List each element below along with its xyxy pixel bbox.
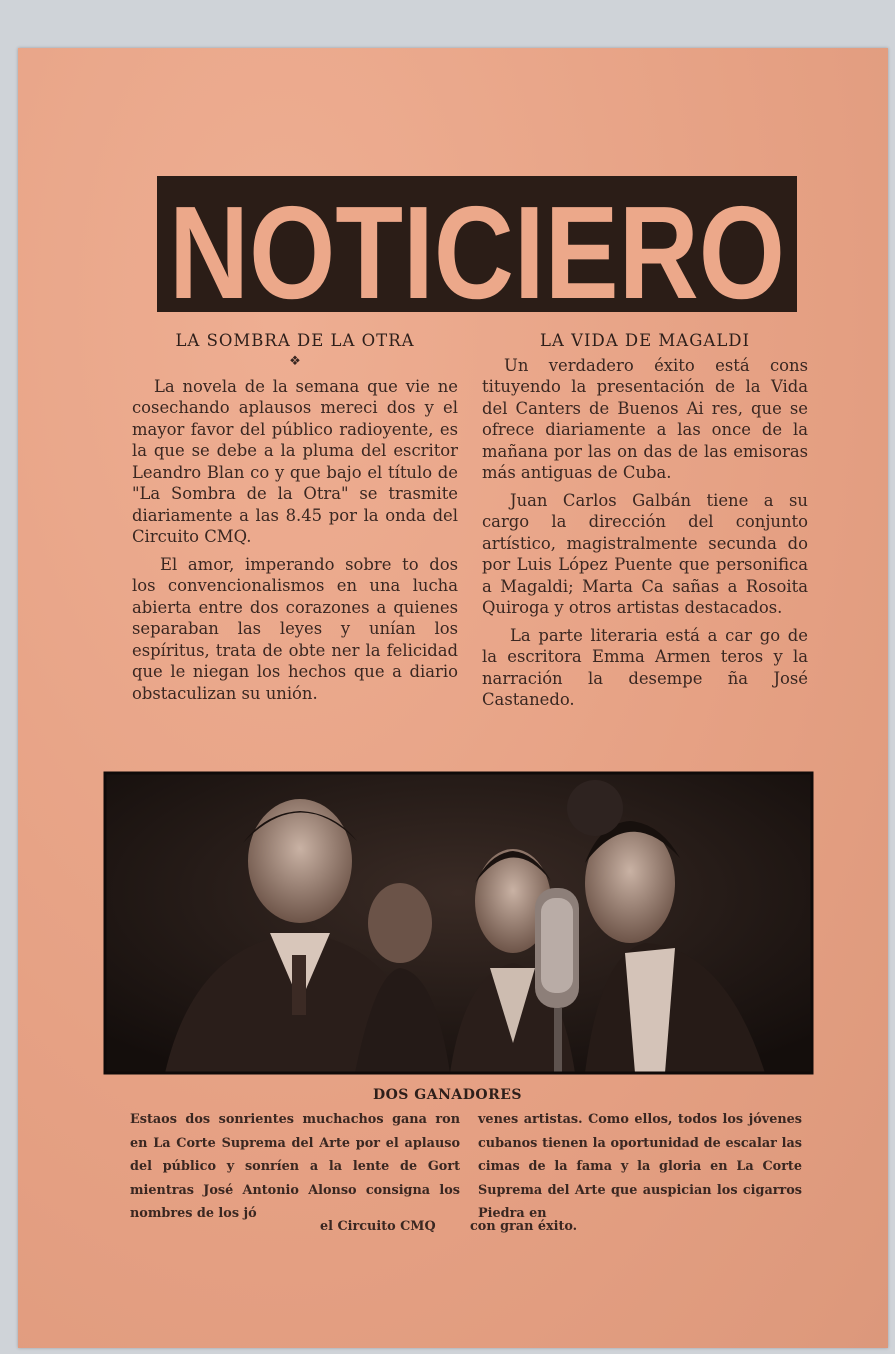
article-paragraph: El amor, imperando sobre to dos los convencionalismos en una lucha abierta entre dos corazones a quienes separaban las leyes y unían los espíritus, trata de obte ner la felicidad que le niegan los hechos que a diario obstaculizan su unión. [132,554,458,703]
ornament-icon: ❖ [289,353,301,369]
caption-title: DOS GANADORES [372,1087,523,1103]
article-paragraph: La novela de la semana que vie ne cosechando aplausos mereci dos y el mayor favor del público radioyente, es la que se debe a la pluma del escritor Leandro Blan co y que bajo el título de "La Sombra de la Otra" se trasmite diariamente a las 8.45 por la onda del Circuito CMQ. [132,376,458,546]
caption-right: venes artistas. Como ellos, todos los jóvenes cubanos tienen la oportunidad de escalar las cimas de la fama y la gloria en La Corte Suprema del Arte que auspician los cigarros Piedra en [478,1112,802,1221]
caption-left-end: el Circuito CMQ [320,1219,436,1234]
masthead-lettering [157,176,797,326]
photo-illustration [105,773,812,1073]
article-heading: LA VIDA DE MAGALDI [539,331,751,350]
article-paragraph: La parte literaria está a car go de la escritora Emma Armen teros y la narración la desempe ña José Castanedo. [482,625,808,709]
masthead-title: NOTICIERO [169,179,785,326]
article-paragraph: Juan Carlos Galbán tiene a su cargo la dirección del conjunto artístico, magistralmente secunda do por Luis López Puente que personifica a Magaldi; Marta Ca sañas a Rosoita Quiroga y otros artistas destacados. [482,490,808,617]
article-paragraph: Un verdadero éxito está cons tituyendo la presentación de la Vida del Canters de Buenos Ai res, que se ofrece diariamente a las once de la mañana por las on das de las emisoras más antiguas de Cuba. [482,355,808,482]
article-heading: LA SOMBRA DE LA OTRA [175,331,415,350]
article-vida-magaldi [482,330,808,717]
caption-right-end: con gran éxito. [470,1219,578,1234]
halftone-photo [105,773,812,1073]
article-la-sombra [132,330,458,710]
caption-left: Estaos dos sonrientes muchachos gana ron en La Corte Suprema del Arte por el aplauso del público y sonríen a la lente de Gort mientras José Antonio Alonso consigna los nombres de los jó [130,1112,460,1221]
masthead-banner [157,176,797,326]
